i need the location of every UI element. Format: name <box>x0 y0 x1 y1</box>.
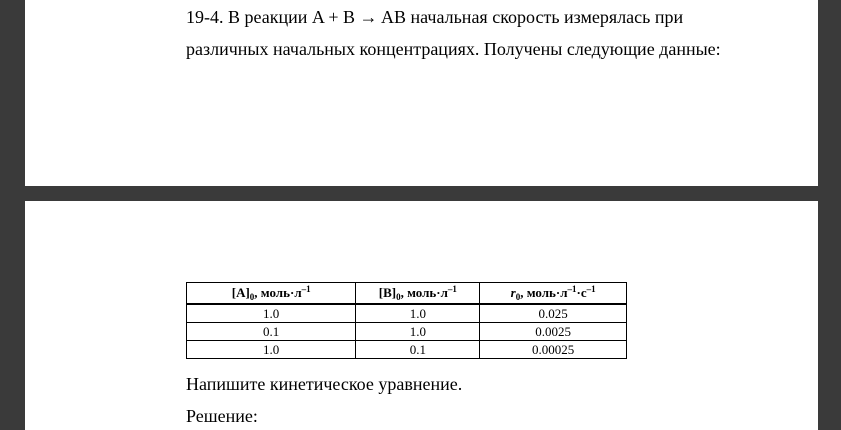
header-rate-unit: , моль·л <box>520 285 568 300</box>
problem-line-1: 19-4. В реакции A + B → AB начальная скорость измерялась при <box>186 7 684 27</box>
header-a-concentration <box>187 283 356 305</box>
concentration-rate-table <box>186 282 627 359</box>
header-rate-sub: 0 <box>515 292 521 302</box>
header-b-sub: 0 <box>396 292 401 302</box>
page-bottom <box>25 201 818 430</box>
table-cell: 0.00025 <box>480 341 627 359</box>
header-rate-sup2: –1 <box>586 284 596 294</box>
header-a-unit: , моль·л <box>254 285 302 300</box>
table-cell: 1.0 <box>356 323 480 341</box>
task-text: Напишите кинетическое уравнение. <box>186 374 463 394</box>
header-rate <box>480 283 627 305</box>
table-cell: 0.0025 <box>480 323 627 341</box>
header-rate-unit2: ·с <box>576 285 587 300</box>
table-cell: 1.0 <box>356 304 480 323</box>
table-cell: 0.1 <box>187 323 356 341</box>
table-cell: 1.0 <box>187 304 356 323</box>
problem-line-2: различных начальных концентрациях. Получены следующие данные: <box>186 39 721 59</box>
table-cell: 1.0 <box>187 341 356 359</box>
header-b-main: [B] <box>378 285 397 300</box>
solution-label: Решение: <box>186 406 258 426</box>
table-header-row <box>187 283 627 305</box>
page-top <box>25 0 818 186</box>
table-cell: 0.025 <box>480 304 627 323</box>
header-rate-main: r <box>510 285 516 300</box>
header-b-sup: –1 <box>447 284 457 294</box>
header-a-sub: 0 <box>249 292 255 302</box>
header-b-unit: , моль·л <box>400 285 448 300</box>
table-row <box>187 323 627 341</box>
table-row <box>187 304 627 323</box>
table-cell: 0.1 <box>356 341 480 359</box>
header-a-sup: –1 <box>301 284 311 294</box>
table-row <box>187 341 627 359</box>
header-a-main: [A] <box>231 285 250 300</box>
header-rate-sup: –1 <box>567 284 577 294</box>
header-b-concentration <box>356 283 480 305</box>
